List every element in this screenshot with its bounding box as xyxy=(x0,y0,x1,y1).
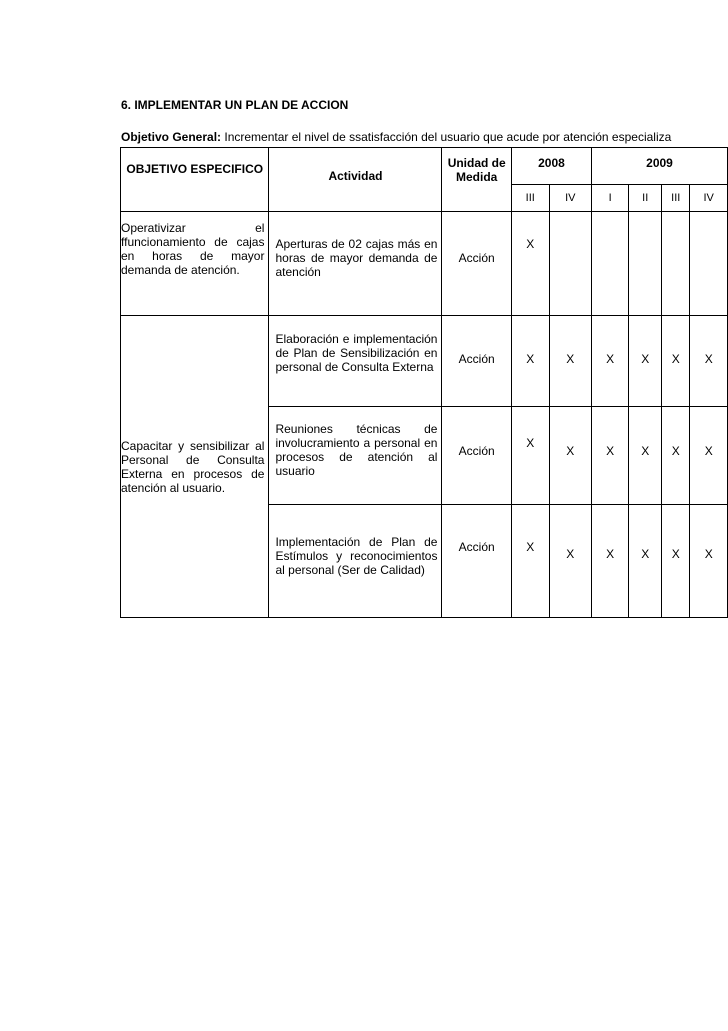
header-year-2009: 2009 xyxy=(592,148,728,185)
mark-cell xyxy=(662,212,690,316)
mark-cell: X xyxy=(690,407,728,505)
actividad-cell: Aperturas de 02 cajas más en horas de mayor demanda de atención xyxy=(269,212,442,316)
quarter-header: I xyxy=(592,185,629,212)
unidad-cell: Acción xyxy=(442,212,511,316)
mark-cell: X xyxy=(511,407,549,505)
mark-cell: X xyxy=(592,407,629,505)
header-actividad: Actividad xyxy=(269,148,442,212)
mark-cell: X xyxy=(629,316,662,407)
header-unidad: Unidad de Medida xyxy=(442,148,511,212)
mark-cell: X xyxy=(662,316,690,407)
mark-cell: X xyxy=(511,316,549,407)
general-objective xyxy=(121,130,671,144)
objetivo-cell: Operativizar el ffuncionamiento de cajas en horas de mayor demanda de atención. xyxy=(121,212,269,316)
mark-cell: X xyxy=(662,407,690,505)
actividad-cell: Implementación de Plan de Estímulos y reconocimientos al personal (Ser de Calidad) xyxy=(269,505,442,618)
objetivo-cell: Capacitar y sensibilizar al Personal de Consulta Externa en procesos de atención al usuario. xyxy=(121,316,269,618)
mark-cell: X xyxy=(511,505,549,618)
section-heading: 6. IMPLEMENTAR UN PLAN DE ACCION xyxy=(121,98,349,112)
quarter-header: III xyxy=(662,185,690,212)
mark-cell: X xyxy=(511,212,549,316)
general-objective-text: Incrementar el nivel de ssatisfacción del usuario que acude por atención especializa xyxy=(221,130,672,144)
mark-cell: X xyxy=(549,407,591,505)
mark-cell: X xyxy=(662,505,690,618)
mark-cell: X xyxy=(629,407,662,505)
mark-cell: X xyxy=(592,316,629,407)
mark-cell xyxy=(592,212,629,316)
mark-cell: X xyxy=(549,505,591,618)
mark-cell: X xyxy=(690,316,728,407)
unidad-cell: Acción xyxy=(442,407,511,505)
header-objetivo: OBJETIVO ESPECIFICO xyxy=(121,148,269,212)
quarter-header: IV xyxy=(549,185,591,212)
general-objective-label: Objetivo General: xyxy=(121,130,222,144)
actividad-cell: Reuniones técnicas de involucramiento a personal en procesos de atención al usuario xyxy=(269,407,442,505)
mark-cell: X xyxy=(549,316,591,407)
mark-cell: X xyxy=(629,505,662,618)
unidad-cell: Acción xyxy=(442,316,511,407)
mark-cell xyxy=(629,212,662,316)
quarter-header: IV xyxy=(690,185,728,212)
actividad-cell: Elaboración e implementación de Plan de Sensibilización en personal de Consulta Externa xyxy=(269,316,442,407)
mark-cell: X xyxy=(690,505,728,618)
mark-cell xyxy=(690,212,728,316)
unidad-cell: Acción xyxy=(442,505,511,618)
quarter-header: III xyxy=(511,185,549,212)
quarter-header: II xyxy=(629,185,662,212)
mark-cell: X xyxy=(592,505,629,618)
mark-cell xyxy=(549,212,591,316)
action-plan-table xyxy=(120,147,728,618)
header-year-2008: 2008 xyxy=(511,148,591,185)
